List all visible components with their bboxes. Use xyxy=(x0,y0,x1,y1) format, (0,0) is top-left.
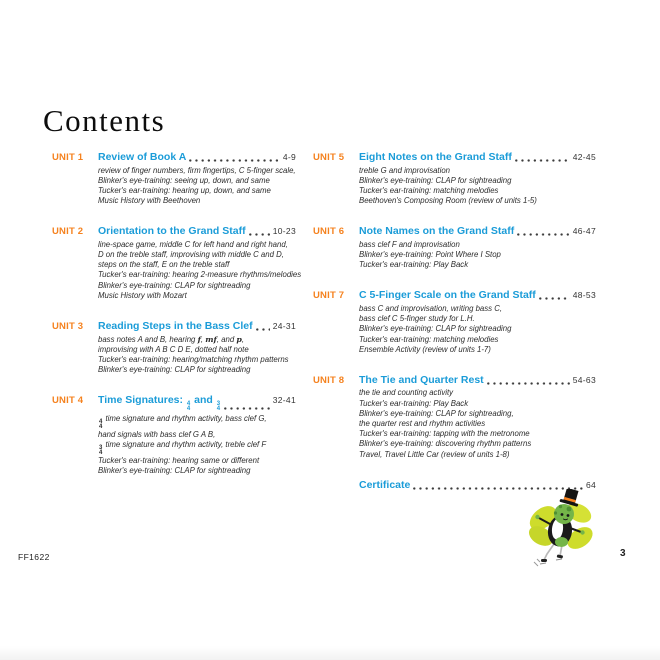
unit-content xyxy=(359,289,596,355)
page-bottom-shadow xyxy=(0,646,660,660)
unit-detail-line: the tie and counting activity xyxy=(359,388,454,398)
unit-title-row xyxy=(359,374,596,387)
unit-title-row xyxy=(359,225,596,238)
dot-leader xyxy=(515,159,570,162)
unit-title: Eight Notes on the Grand Staff xyxy=(359,151,512,163)
unit-detail-line: hand signals with bass clef G A B, xyxy=(98,429,216,439)
dot-leader xyxy=(189,159,280,162)
certificate-title: Certificate xyxy=(359,478,411,491)
unit-detail-line: Music History with Beethoven xyxy=(98,196,201,206)
unit-content xyxy=(359,225,596,270)
unit-title: The Tie and Quarter Rest xyxy=(359,373,484,386)
unit-title-row xyxy=(98,320,296,333)
dot-leader xyxy=(249,233,270,236)
unit-entry xyxy=(52,225,302,301)
unit-page-range: 10-23 xyxy=(272,226,296,237)
unit-detail-line: Travel, Travel Little Car (review of units 1-8) xyxy=(359,449,510,459)
time-signature: 4 4 xyxy=(99,418,103,430)
time-signature: 4 4 xyxy=(186,401,191,413)
unit-label: UNIT 1 xyxy=(52,152,84,163)
dot-leader xyxy=(517,233,570,236)
book-code: FF1622 xyxy=(18,552,50,562)
unit-detail-line: treble G and improvisation xyxy=(359,165,451,175)
unit-detail-line: Tucker's ear-training: matching melodies xyxy=(359,334,499,344)
unit-detail-line: 4 4 time signature and rhythm activity, bass clef G, xyxy=(99,413,267,430)
unit-details xyxy=(359,304,596,355)
unit-detail-line: Tucker's ear-training: hearing same or different xyxy=(98,456,260,466)
unit-page-range: 32-41 xyxy=(272,395,296,406)
unit-page-range: 4-9 xyxy=(282,152,296,162)
unit-detail-line: bass C and improvisation, writing bass C, xyxy=(359,303,503,313)
blinker-firefly-tophat-skating-icon xyxy=(524,489,600,571)
unit-detail-line: Tucker's ear-training: hearing 2-measure rhythms/melodies xyxy=(98,270,302,280)
unit-page-range: 54-63 xyxy=(572,374,596,385)
unit-detail-line: bass clef F and improvisation xyxy=(359,239,460,249)
unit-detail-line: Blinker's eye-training: seeing up, down, and same xyxy=(98,175,270,185)
dynamic-mark: p xyxy=(236,334,242,344)
unit-entry xyxy=(313,289,596,355)
unit-title: Reading Steps in the Bass Clef xyxy=(98,320,253,333)
unit-entry xyxy=(52,394,296,476)
unit-details xyxy=(98,335,296,376)
unit-detail-line: Tucker's ear-training: hearing up, down, and same xyxy=(98,185,271,195)
certificate-page: 64 xyxy=(585,479,596,490)
unit-details xyxy=(98,414,296,477)
unit-label: UNIT 4 xyxy=(52,395,84,407)
unit-page-range: 24-31 xyxy=(272,321,296,332)
unit-content xyxy=(98,394,296,476)
unit-detail-line: Tucker's ear-training: tapping with the metronome xyxy=(359,429,530,439)
unit-detail-line: bass clef C 5-finger study for L.H. xyxy=(359,314,475,324)
unit-details xyxy=(98,166,296,207)
unit-detail-line: the quarter rest and rhythm activities xyxy=(359,419,486,429)
unit-label: UNIT 3 xyxy=(52,321,84,333)
firefly-skates xyxy=(534,554,563,566)
unit-detail-line: Tucker's ear-training: Play Back xyxy=(359,398,469,408)
unit-detail-line: 3 4 time signature and rhythm activity, treble clef F xyxy=(99,440,267,457)
unit-detail-line: Blinker's eye-training: discovering rhythm patterns xyxy=(359,439,532,449)
dot-leader xyxy=(487,382,570,385)
unit-label: UNIT 6 xyxy=(313,226,345,238)
unit-detail-line: D on the treble staff, improvising with middle C and D, xyxy=(98,250,284,260)
dot-leader xyxy=(256,328,270,331)
unit-entry xyxy=(52,320,296,375)
unit-title: Orientation to the Grand Staff xyxy=(98,225,246,238)
unit-detail-line: Ensemble Activity (review of units 1-7) xyxy=(359,344,491,354)
unit-detail-line: Blinker's eye-training: CLAP for sightreading xyxy=(98,280,251,290)
unit-detail-line: Blinker's eye-training: Point Where I Stop xyxy=(359,250,501,260)
dot-leader xyxy=(224,407,270,410)
unit-entry xyxy=(52,151,296,206)
toc-right-column xyxy=(313,151,596,492)
unit-detail-line: Blinker's eye-training: CLAP for sightreading xyxy=(98,365,251,375)
toc-left-column xyxy=(52,151,302,495)
unit-title-row xyxy=(98,225,296,238)
dynamic-mark: f xyxy=(197,334,201,344)
unit-title: C 5-Finger Scale on the Grand Staff xyxy=(359,289,536,302)
unit-detail-line: Beethoven's Composing Room (review of units 1-5) xyxy=(359,196,537,206)
unit-detail-line: Blinker's eye-training: CLAP for sightreading xyxy=(359,175,512,185)
unit-details xyxy=(359,388,596,459)
unit-title: Review of Book A xyxy=(98,151,187,163)
unit-detail-line: bass notes A and B, hearing f, mf, and p, xyxy=(98,334,245,344)
unit-entry xyxy=(313,151,596,206)
unit-details xyxy=(98,239,302,301)
unit-detail-line: Tucker's ear-training: matching melodies xyxy=(359,185,499,195)
unit-label: UNIT 5 xyxy=(313,152,345,163)
unit-detail-line: review of finger numbers, firm fingertips, C 5-finger scale, xyxy=(98,165,296,175)
unit-details xyxy=(359,166,596,207)
unit-title-row xyxy=(359,289,596,302)
unit-title-row xyxy=(359,151,596,164)
unit-entry xyxy=(313,225,596,270)
unit-title: Note Names on the Grand Staff xyxy=(359,225,515,238)
unit-detail-line: steps on the staff, E on the treble staff xyxy=(98,260,230,270)
unit-detail-line: Blinker's eye-training: CLAP for sightreading xyxy=(359,324,512,334)
unit-page-range: 48-53 xyxy=(572,290,596,301)
unit-detail-line: Music History with Mozart xyxy=(98,290,187,300)
unit-page-range: 46-47 xyxy=(572,226,596,237)
unit-label: UNIT 2 xyxy=(52,226,84,238)
firefly-head xyxy=(554,504,574,524)
unit-title-row xyxy=(98,394,296,412)
time-signature: 3 4 xyxy=(99,445,103,457)
unit-content xyxy=(98,320,296,375)
unit-content xyxy=(98,151,296,206)
unit-label: UNIT 8 xyxy=(313,374,345,386)
page-title: Contents xyxy=(43,103,166,138)
dot-leader xyxy=(539,297,570,300)
unit-page-range: 42-45 xyxy=(572,152,596,162)
unit-details xyxy=(359,240,596,271)
unit-entry xyxy=(313,374,596,460)
unit-detail-line: line-space game, middle C for left hand and right hand, xyxy=(98,239,288,249)
firefly-belly xyxy=(555,537,568,547)
unit-detail-line: Tucker's ear-training: Play Back xyxy=(359,260,469,270)
page-number: 3 xyxy=(620,548,626,559)
unit-title-row xyxy=(98,151,296,164)
unit-detail-line: improvising with A B C D E, dotted half note xyxy=(98,344,249,354)
unit-detail-line: Blinker's eye-training: CLAP for sightreading, xyxy=(359,408,514,418)
unit-detail-line: Tucker's ear-training: hearing/matching rhythm patterns xyxy=(98,354,289,364)
unit-label: UNIT 7 xyxy=(313,290,345,302)
unit-content xyxy=(98,225,302,301)
unit-content xyxy=(359,374,596,460)
unit-content xyxy=(359,151,596,206)
time-signature: 3 4 xyxy=(216,401,221,413)
unit-detail-line: Blinker's eye-training: CLAP for sightreading xyxy=(98,466,251,476)
dynamic-mark: mf xyxy=(205,334,217,344)
unit-title: Time Signatures: 4 4 and 3 4 xyxy=(98,394,221,413)
